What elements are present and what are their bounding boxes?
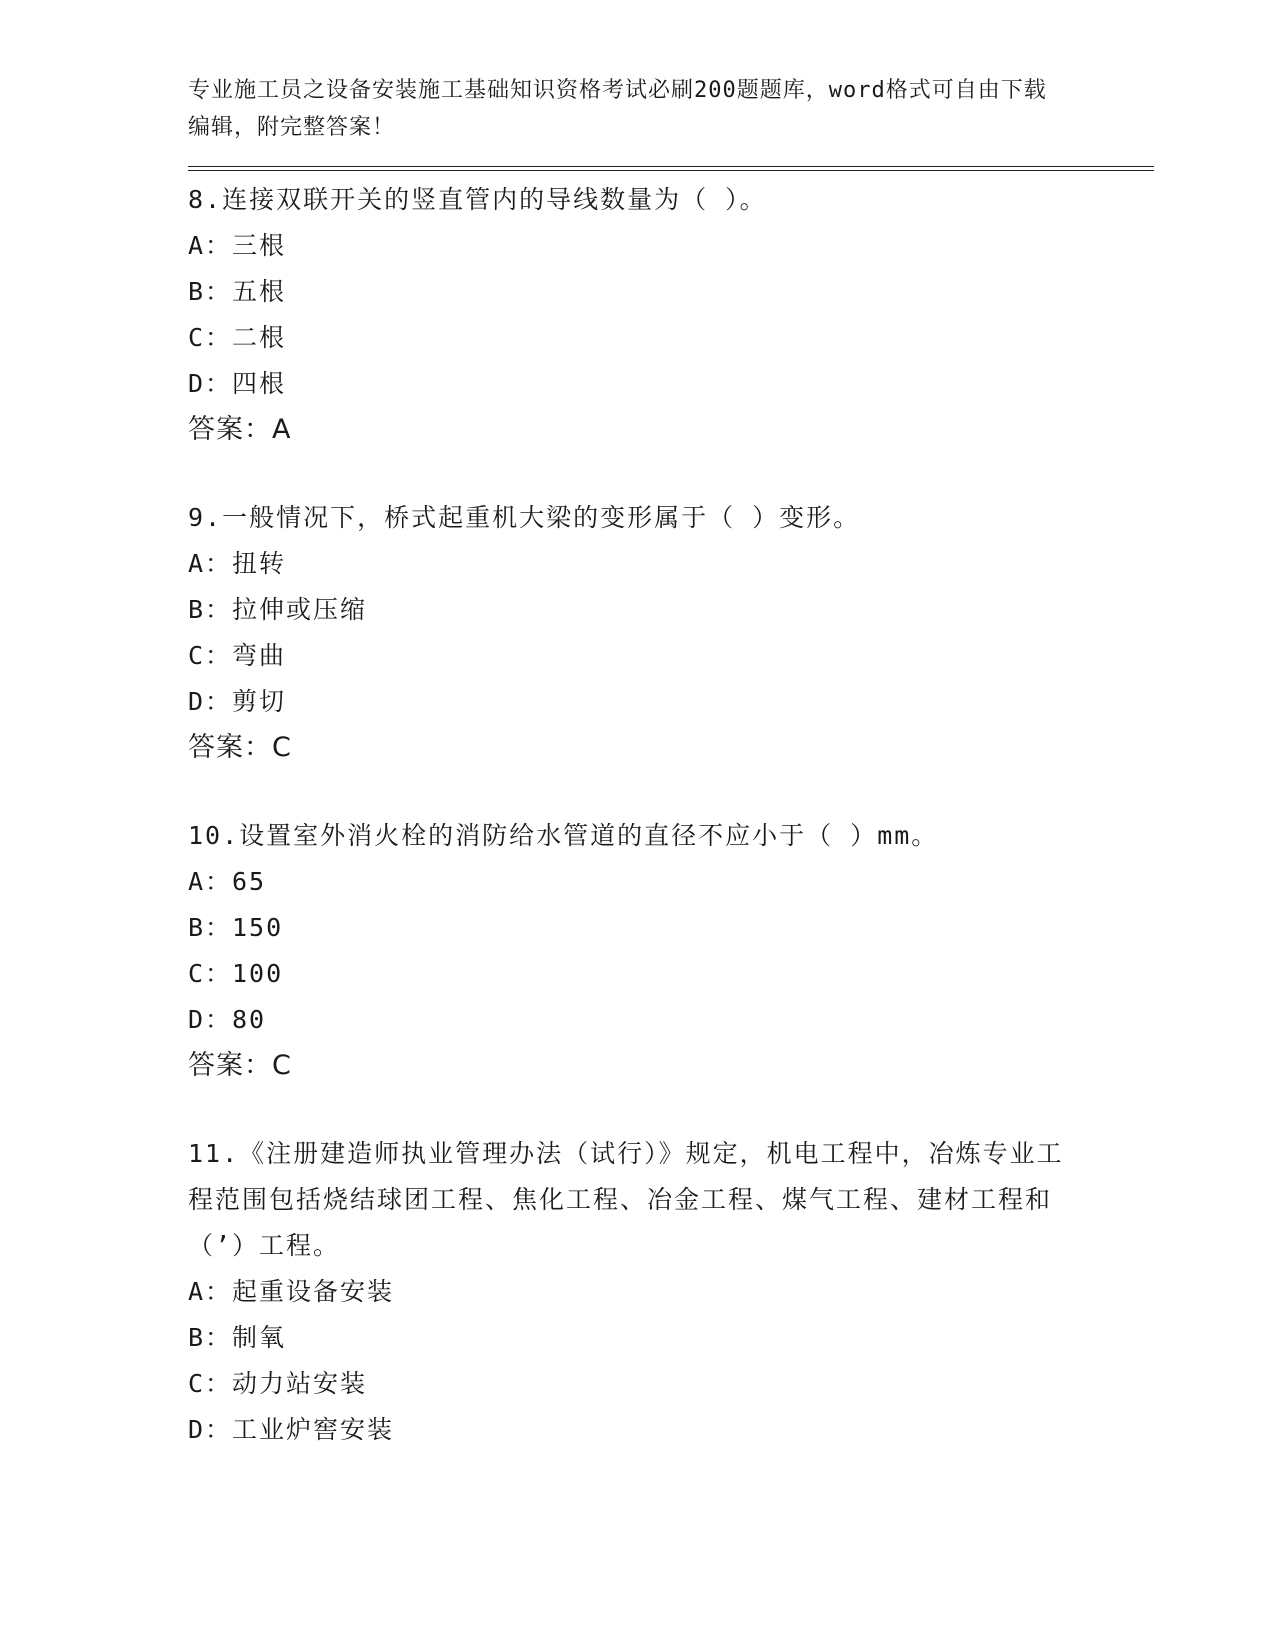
option-label: D： [188,687,233,716]
option-d [188,361,1154,407]
double-rule-divider [188,166,1154,171]
answer-value: C [272,1050,292,1081]
option-label: A： [188,231,233,260]
document-header: 专业施工员之设备安装施工基础知识资格考试必刷200题题库，word格式可自由下载编辑，附完整答案！ [188,78,1047,140]
option-label: C： [188,641,233,670]
answer-value: A [272,414,292,445]
option-label: C： [188,1369,233,1398]
question-text: 10.设置室外消火栓的消防给水管道的直径不应小于（ ）mm。 [188,821,939,850]
option-label: A： [188,867,233,896]
option-text: 拉伸或压缩 [232,595,368,624]
answer-line [188,407,1154,453]
option-b [188,1315,1154,1361]
answer-line [188,725,1154,771]
option-text: 65 [232,867,267,896]
option-b [188,269,1154,315]
option-text: 二根 [232,323,287,352]
answer-label: 答案： [188,732,272,763]
question-item [188,495,1154,771]
option-text: 三根 [232,231,287,260]
question-list [188,177,1154,1453]
option-text: 100 [232,959,284,988]
option-label: C： [188,323,233,352]
option-label: D： [188,1415,233,1444]
option-label: D： [188,369,233,398]
option-d [188,679,1154,725]
option-label: D： [188,1005,233,1034]
option-b [188,905,1154,951]
option-b [188,587,1154,633]
question-item [188,1131,1154,1453]
option-c [188,633,1154,679]
option-text: 工业炉窖安装 [232,1415,395,1444]
answer-value: C [272,732,292,763]
option-label: A： [188,1277,233,1306]
option-text: 五根 [232,277,287,306]
option-a [188,859,1154,905]
option-c [188,1361,1154,1407]
document-page [188,72,1154,1495]
option-text: 起重设备安装 [232,1277,395,1306]
question-item [188,813,1154,1089]
option-a [188,223,1154,269]
option-label: B： [188,595,233,624]
answer-label: 答案： [188,1050,272,1081]
option-text: 制氧 [232,1323,287,1352]
question-item [188,177,1154,453]
option-text: 80 [232,1005,267,1034]
question-text: 9.一般情况下，桥式起重机大梁的变形属于（ ）变形。 [188,503,861,532]
option-text: 剪切 [232,687,287,716]
option-text: 动力站安装 [232,1369,368,1398]
option-text: 四根 [232,369,287,398]
question-text: 11.《注册建造师执业管理办法（试行）》规定，机电工程中，冶炼专业工程范围包括烧结球团工程、焦化工程、冶金工程、煤气工程、建材工程和（’）工程。 [188,1139,1064,1260]
answer-line [188,1043,1154,1089]
option-label: B： [188,277,233,306]
option-c [188,951,1154,997]
option-c [188,315,1154,361]
option-d [188,997,1154,1043]
option-label: B： [188,913,233,942]
option-a [188,1269,1154,1315]
option-label: B： [188,1323,233,1352]
option-label: A： [188,549,233,578]
option-d [188,1407,1154,1453]
answer-label: 答案： [188,414,272,445]
option-a [188,541,1154,587]
option-label: C： [188,959,233,988]
option-text: 扭转 [232,549,287,578]
option-text: 150 [232,913,284,942]
question-text: 8.连接双联开关的竖直管内的导线数量为（ ）。 [188,185,767,214]
option-text: 弯曲 [232,641,287,670]
